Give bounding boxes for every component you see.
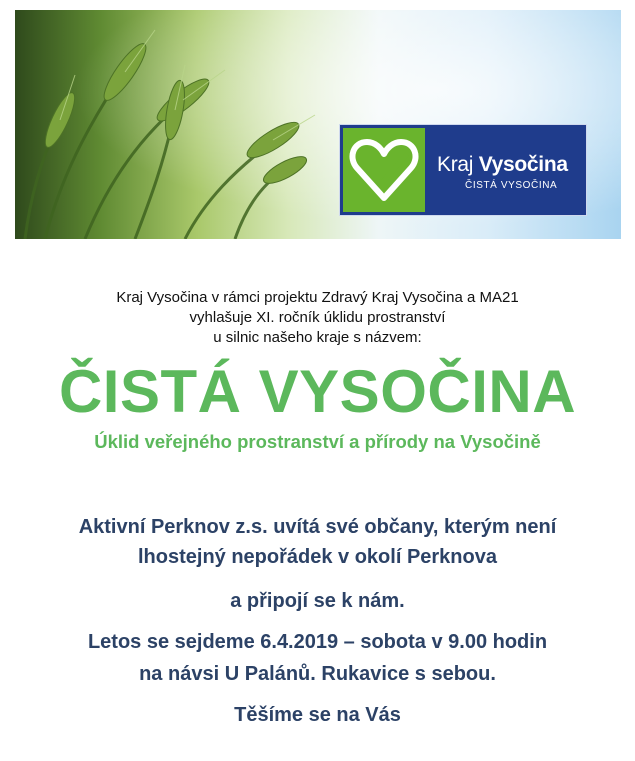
header-banner [15, 10, 621, 239]
intro-line-2: vyhlašuje XI. ročník úklidu prostranství [189, 309, 446, 326]
logo-brand-light: Kraj [437, 153, 474, 176]
page-title: ČISTÁ VYSOČINA [58, 358, 577, 425]
message-line-2: lhostejný nepořádek v okolí Perknova [137, 546, 497, 568]
logo-brand-text [437, 153, 568, 177]
logo-heart-tile [343, 128, 425, 212]
logo-brand-bold: Vysočina [478, 153, 568, 176]
message-line-4: Letos se sejdeme 6.4.2019 – sobota v 9.00 hodin [87, 631, 548, 653]
kraj-vysocina-logo [339, 124, 587, 216]
message-line-5: na návsi U Palánů. Rukavice s sebou. [139, 663, 496, 685]
intro-line-1: Kraj Vysočina v rámci projektu Zdravý Kraj Vysočina a MA21 [116, 289, 519, 306]
logo-subtitle: ČISTÁ VYSOČINA [465, 180, 558, 191]
page-subtitle: Úklid veřejného prostranství a přírody na Vysočině [94, 431, 541, 452]
intro-line-3: u silnic našeho kraje s názvem: [213, 329, 422, 346]
message-line-1: Aktivní Perknov z.s. uvítá své občany, kterým není [78, 516, 557, 538]
heart-icon [343, 128, 425, 212]
message-line-3: a připojí se k nám. [230, 590, 405, 612]
message-line-6: Těšíme se na Vás [234, 704, 401, 726]
